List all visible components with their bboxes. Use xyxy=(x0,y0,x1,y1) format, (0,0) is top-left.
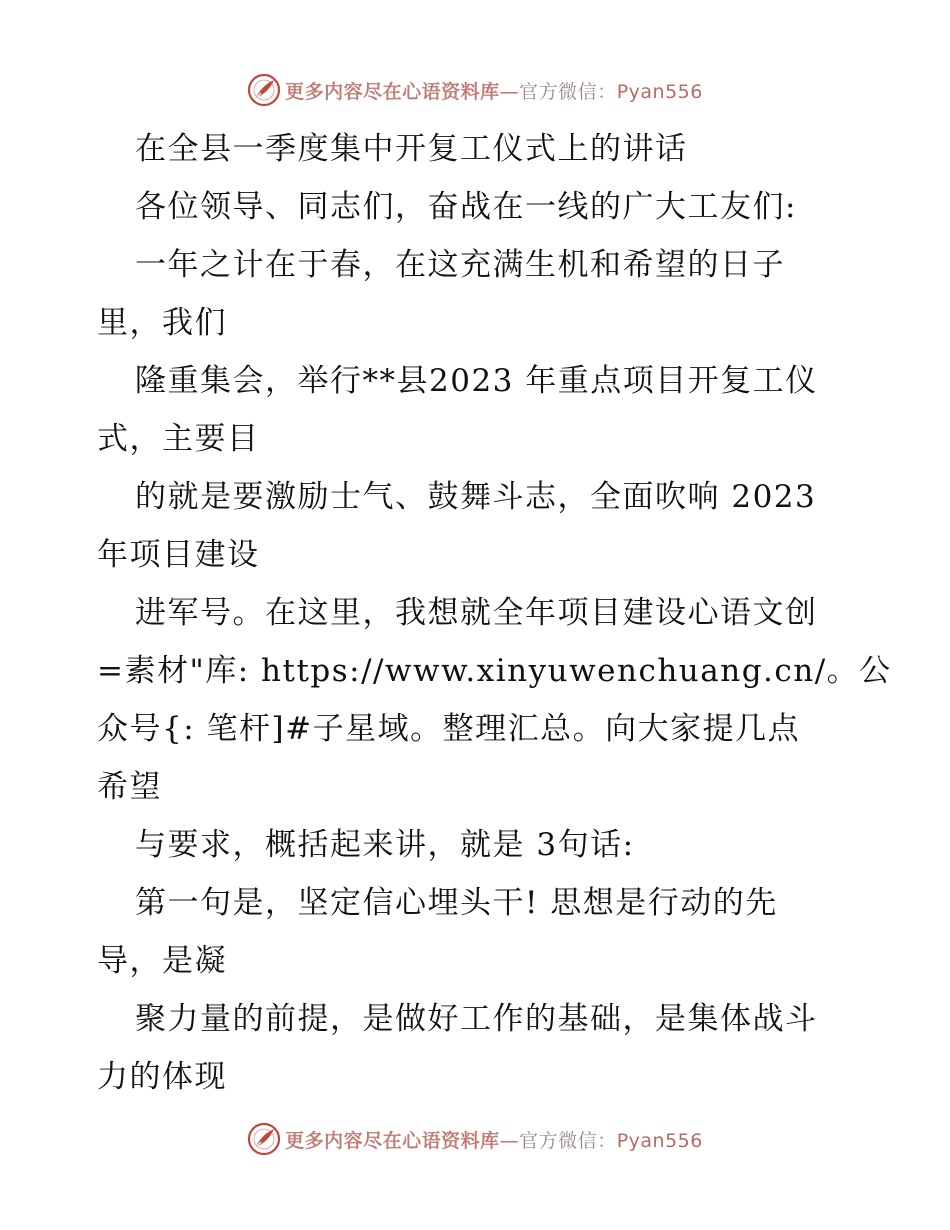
text-line: 隆重集会，举行**县2023 年重点项目开复工仪 xyxy=(135,363,818,399)
watermark-wechat-account: Pyan556 xyxy=(616,1129,703,1152)
text-line: 力的体现 xyxy=(97,1059,227,1095)
watermark-dash: — xyxy=(499,1129,520,1152)
text-line: =素材"库: https://www.xinyuwenchuang.cn/。公 xyxy=(97,653,892,689)
document-body xyxy=(97,120,892,1106)
header-watermark-banner xyxy=(0,68,950,112)
watermark-wechat-label: 官方微信： xyxy=(519,80,617,103)
text-line: 进军号。在这里，我想就全年项目建设心语文创 xyxy=(135,595,818,631)
text-line: 与要求，概括起来讲，就是 3句话: xyxy=(135,827,635,863)
text-line: 第一句是，坚定信心埋头干! 思想是行动的先 xyxy=(135,885,778,921)
text-line: 一年之计在于春，在这充满生机和希望的日子 xyxy=(135,247,785,283)
watermark-dash: — xyxy=(499,80,520,103)
watermark-text xyxy=(285,1126,703,1153)
watermark-left-text: 更多内容尽在心语资料库 xyxy=(285,1129,500,1152)
text-line: 导，是凝 xyxy=(97,943,227,979)
footer-watermark-banner xyxy=(0,1117,950,1161)
text-line: 各位领导、同志们，奋战在一线的广大工友们: xyxy=(135,189,797,225)
quill-logo-icon xyxy=(247,1122,281,1156)
watermark-left-text: 更多内容尽在心语资料库 xyxy=(285,80,500,103)
text-line: 年项目建设 xyxy=(97,537,260,573)
text-line: 里，我们 xyxy=(97,305,227,341)
watermark-wechat-label: 官方微信： xyxy=(519,1129,617,1152)
watermark-wechat-account: Pyan556 xyxy=(616,80,703,103)
text-line: 聚力量的前提，是做好工作的基础，是集体战斗 xyxy=(135,1001,818,1037)
text-line: 的就是要激励士气、鼓舞斗志，全面吹响 2023 xyxy=(135,479,817,515)
text-line: 众号{: 笔杆]#子星域。整理汇总。向大家提几点 xyxy=(97,711,801,747)
watermark-text xyxy=(285,77,703,104)
text-line: 式，主要目 xyxy=(97,421,260,457)
document-title: 在全县一季度集中开复工仪式上的讲话 xyxy=(135,131,688,167)
text-line: 希望 xyxy=(97,769,162,805)
quill-logo-icon xyxy=(247,73,281,107)
